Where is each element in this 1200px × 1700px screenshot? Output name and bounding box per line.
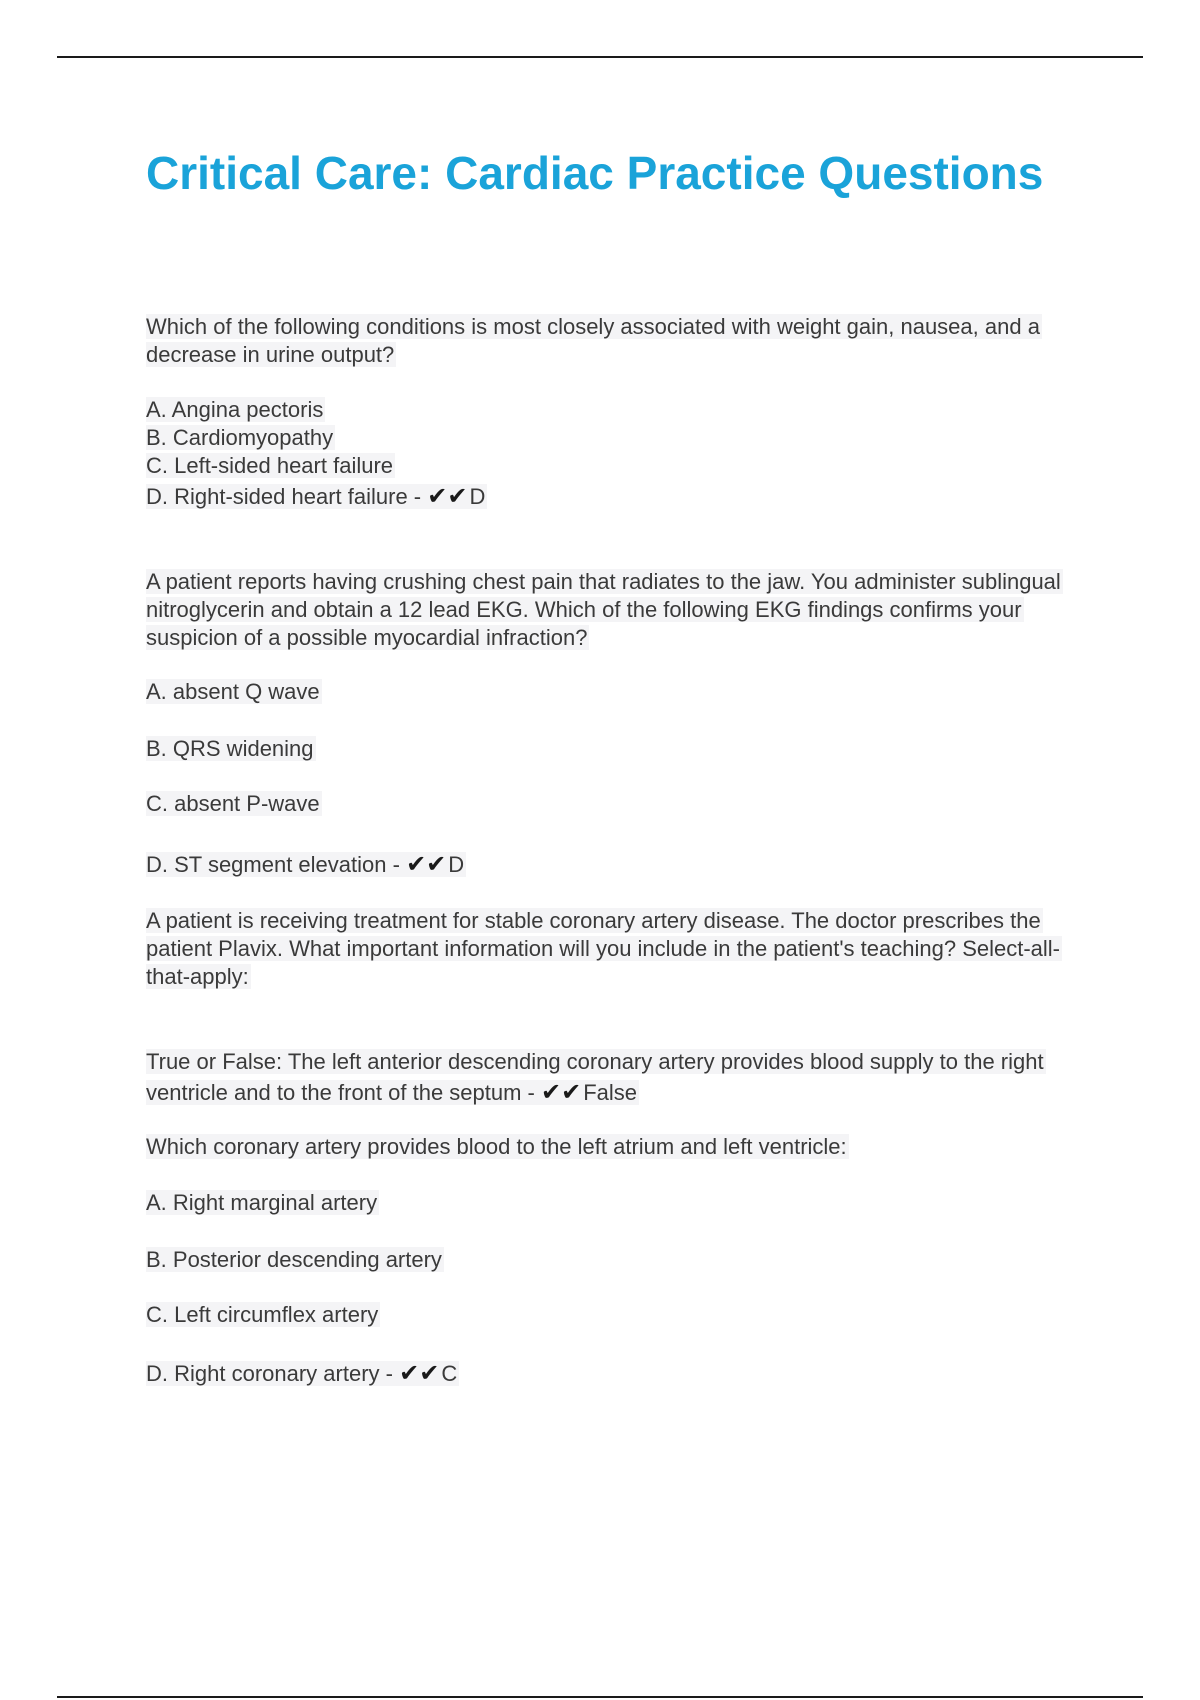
question-2-option-a: A. absent Q wave — [146, 679, 320, 704]
check-icon: ✔✔ — [541, 1078, 582, 1106]
question-1-option-b: B. Cardiomyopathy — [146, 425, 334, 450]
question-2-text: A patient reports having crushing chest pain that radiates to the jaw. You administer sublingual nitroglycerin and obtain a 12 lead EKG. Which of the following EKG findings confirms your suspicion of a possible myocardial infraction? — [146, 569, 1061, 650]
check-icon: ✔✔ — [399, 1359, 440, 1387]
question-4-text: True or False: The left anterior descending coronary artery provides blood supply to the right ventricle and to the front of the septum - ✔✔False — [146, 1049, 1044, 1106]
question-5-text: Which coronary artery provides blood to the left atrium and left ventricle: — [146, 1134, 847, 1159]
question-4-answer: False — [583, 1080, 638, 1105]
question-5-option-c: C. Left circumflex artery — [146, 1302, 379, 1327]
question-5-answer: C — [441, 1361, 458, 1386]
check-icon: ✔✔ — [427, 482, 468, 510]
question-1-text: Which of the following conditions is most closely associated with weight gain, nausea, and a decrease in urine output? — [146, 314, 1040, 367]
question-5-option-b: B. Posterior descending artery — [146, 1247, 442, 1272]
question-1-option-a: A. Angina pectoris — [146, 397, 324, 422]
question-2-option-d: D. ST segment elevation - ✔✔D — [146, 850, 465, 878]
question-1-answer: D — [469, 484, 486, 509]
question-1-option-c: C. Left-sided heart failure — [146, 453, 394, 478]
question-1-option-d: D. Right-sided heart failure - ✔✔D — [146, 482, 486, 510]
bottom-rule — [57, 1696, 1143, 1698]
question-3-text: A patient is receiving treatment for stable coronary artery disease. The doctor prescribes the patient Plavix. What important information will you include in the patient's teaching? Select-all-that-apply: — [146, 908, 1060, 989]
question-5-option-a: A. Right marginal artery — [146, 1190, 378, 1215]
question-2-option-b: B. QRS widening — [146, 736, 314, 761]
question-2-answer: D — [448, 852, 465, 877]
question-5-option-d: D. Right coronary artery - ✔✔C — [146, 1359, 458, 1387]
page-title: Critical Care: Cardiac Practice Questions — [146, 147, 1044, 199]
question-2-option-c: C. absent P-wave — [146, 791, 320, 816]
check-icon: ✔✔ — [406, 850, 447, 878]
top-rule — [57, 56, 1143, 58]
